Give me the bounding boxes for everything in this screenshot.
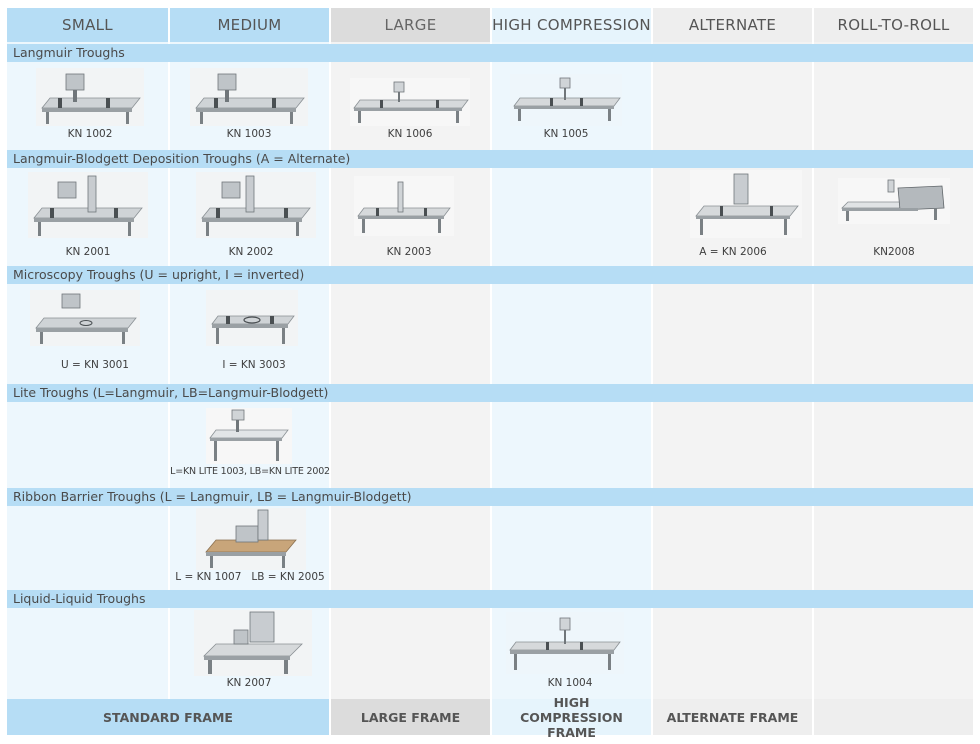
section-band-liquid: [7, 590, 973, 608]
product-label: KN 1004: [547, 677, 593, 689]
trough-instrument-image[interactable]: [196, 172, 316, 238]
product-label: KN 2002: [228, 246, 274, 258]
footer-high-compression-frame: [492, 694, 651, 740]
section-band-langmuir: [7, 44, 973, 62]
trough-instrument-image[interactable]: [510, 74, 622, 126]
header-medium: MEDIUM: [170, 8, 329, 42]
trough-instrument-image[interactable]: [36, 68, 144, 126]
product-label: KN 1003: [226, 128, 272, 140]
trough-instrument-image[interactable]: [690, 170, 802, 238]
header-roll-to-roll: ROLL-TO-ROLL: [814, 8, 973, 42]
trough-instrument-image[interactable]: [196, 508, 306, 570]
section-title-liquid: Liquid-Liquid Troughs: [13, 591, 146, 606]
trough-instrument-image[interactable]: [206, 290, 298, 346]
footer-large-frame: LARGE FRAME: [331, 699, 490, 735]
trough-instrument-image[interactable]: [350, 78, 470, 126]
product-label: I = KN 3003: [222, 359, 286, 371]
footer-standard-frame: STANDARD FRAME: [7, 699, 329, 735]
product-label: L=KN LITE 1003, LB=KN LITE 2002: [170, 466, 330, 477]
product-label: KN 2003: [386, 246, 432, 258]
header-high-compression: HIGH COMPRESSION: [492, 8, 651, 42]
section-title-lite: Lite Troughs (L=Langmuir, LB=Langmuir-Blodgett): [13, 385, 329, 400]
section-title-langmuir: Langmuir Troughs: [13, 45, 125, 60]
product-label: KN 1006: [387, 128, 433, 140]
header-alternate: ALTERNATE: [653, 8, 812, 42]
header-large: LARGE: [331, 8, 490, 42]
product-label: KN 1005: [543, 128, 589, 140]
product-label: U = KN 3001: [61, 359, 129, 371]
product-label: A = KN 2006: [699, 246, 767, 258]
trough-instrument-image[interactable]: [190, 68, 308, 126]
section-title-lb: Langmuir-Blodgett Deposition Troughs (A = Alternate): [13, 151, 351, 166]
trough-instrument-image[interactable]: [506, 612, 624, 674]
footer-high-compression-text: HIGH COMPRESSION FRAME: [520, 694, 623, 740]
product-label: L = KN 1007 LB = KN 2005: [175, 571, 325, 583]
trough-instrument-image[interactable]: [838, 178, 950, 224]
section-title-ribbon: Ribbon Barrier Troughs (L = Langmuir, LB = Langmuir-Blodgett): [13, 489, 412, 504]
product-label: KN 2001: [65, 246, 111, 258]
trough-instrument-image[interactable]: [30, 290, 140, 346]
trough-instrument-image[interactable]: [28, 172, 148, 238]
trough-instrument-image[interactable]: [354, 176, 454, 236]
product-label: KN 2007: [226, 677, 272, 689]
trough-instrument-image[interactable]: [194, 610, 312, 676]
footer-alternate-frame: ALTERNATE FRAME: [653, 699, 812, 735]
header-small: SMALL: [7, 8, 168, 42]
product-label: KN 1002: [67, 128, 113, 140]
product-label: KN2008: [873, 246, 915, 258]
trough-instrument-image[interactable]: [206, 408, 292, 464]
section-title-microscopy: Microscopy Troughs (U = upright, I = inverted): [13, 267, 305, 282]
footer-roll-to-roll-frame: [814, 699, 973, 735]
